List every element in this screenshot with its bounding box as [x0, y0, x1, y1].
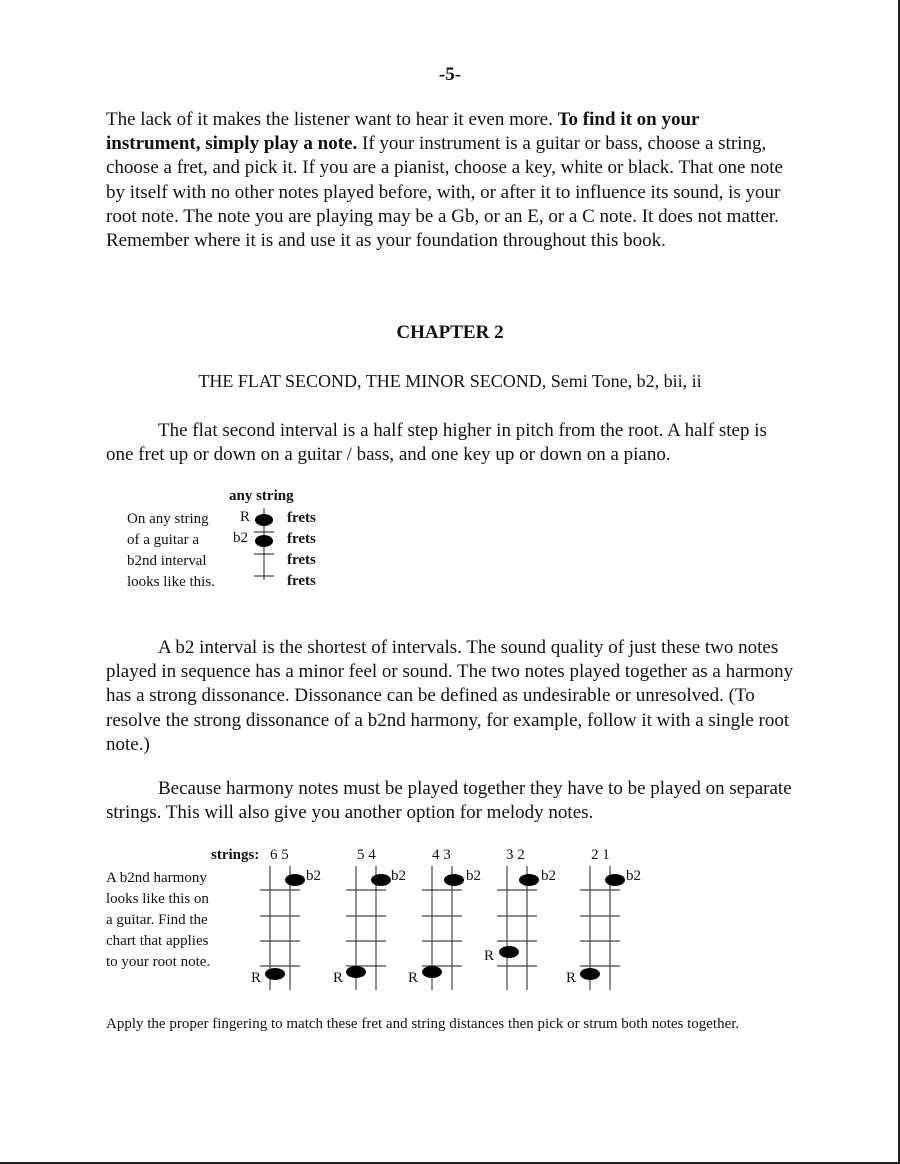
b2-dot: [605, 874, 625, 886]
harmony-paragraph: [106, 777, 796, 825]
intro-paragraph: [106, 108, 796, 253]
root-dot: [265, 968, 285, 980]
fretboard-chart-6-5: [258, 866, 308, 990]
b2-interval-text: A b2 interval is the shortest of intervals. The sound quality of just these two notes played in sequence has a minor feel or sound. The two notes played together as a harmony has a strong dissonance. Dissonance can be defined as undesirable or unresolved. (To resolve the strong dissonance of a b2nd harmony, for example, follow it with a single root note.): [106, 637, 794, 755]
caption-line: to your root note.: [106, 954, 211, 970]
page-number: -5-: [438, 64, 462, 85]
chart-strings-label: 6 5: [270, 847, 289, 863]
caption-line: looks like this on: [106, 891, 209, 907]
caption-line: looks like this.: [127, 574, 215, 590]
root-dot: [422, 966, 442, 978]
b2-label: b2: [306, 868, 321, 884]
root-label: R: [408, 970, 419, 986]
b2-dot: [255, 535, 273, 547]
root-label: R: [484, 948, 495, 964]
frets-label: frets: [287, 531, 316, 547]
fingering-note: Apply the proper fingering to match these fret and string distances then pick or strum both notes together.: [106, 1016, 740, 1032]
any-string-label: any string: [229, 488, 294, 504]
b2-dot: [285, 874, 305, 886]
b2-dot: [444, 874, 464, 886]
b2-label: b2: [626, 868, 641, 884]
fretboard-chart-5-4: [344, 866, 394, 990]
chart-strings-label: 5 4: [357, 847, 376, 863]
caption-line: b2nd interval: [127, 553, 207, 569]
intro-bold-text: To find it on your instrument, simply play a note.: [106, 109, 700, 155]
caption-line: of a guitar a: [127, 532, 200, 548]
harmony-caption: [106, 868, 210, 973]
fretboard-chart-3-2: [495, 866, 545, 990]
fretboard-chart-2-1: [578, 866, 628, 990]
section-subheading: THE FLAT SECOND, THE MINOR SECOND, Semi Tone, b2, bii, ii: [198, 371, 702, 391]
caption-line: a guitar. Find the: [106, 912, 208, 928]
intro-text-a: The lack of it makes the listener want to hear it even more.: [106, 109, 553, 130]
strings-label: strings:: [211, 847, 260, 863]
b2-dot: [371, 874, 391, 886]
harmony-text: Because harmony notes must be played together they have to be played on separate strings. This will also give you another option for melody notes.: [106, 778, 792, 824]
chart-strings-label: 3 2: [506, 847, 525, 863]
caption-line: On any string: [127, 511, 209, 527]
frets-label: frets: [287, 510, 316, 526]
flat-second-text: The flat second interval is a half step higher in pitch from the root. A half step is one fret up or down on a guitar / bass, and one key up or down on a piano.: [106, 420, 767, 466]
b2-label: b2: [541, 868, 556, 884]
root-dot: [580, 968, 600, 980]
frets-label: frets: [287, 573, 316, 589]
root-note-label: R: [240, 509, 251, 525]
root-dot: [499, 946, 519, 958]
b2-note-label: b2: [233, 530, 248, 546]
frets-label: frets: [287, 552, 316, 568]
root-dot: [346, 966, 366, 978]
intro-text-b: If your instrument is a guitar or bass, choose a string, choose a fret, and pick it. If you are a pianist, choose a key, white or black. That one note by itself with no other notes played before, with, or after it to influence its sound, is your root note. The note you are playing may be a Gb, or an E, or a C note. It does not matter. Remember where it is and use it as your foundation throughout this book.: [106, 133, 783, 252]
flat-second-paragraph: [106, 419, 796, 467]
fretboard-chart-4-3: [420, 866, 470, 990]
caption-line: A b2nd harmony: [106, 870, 207, 886]
b2-label: b2: [466, 868, 481, 884]
chart-strings-label: 2 1: [591, 847, 610, 863]
chapter-title: CHAPTER 2: [396, 322, 504, 343]
single-string-caption: [127, 509, 215, 593]
root-label: R: [251, 970, 262, 986]
b2-label: b2: [391, 868, 406, 884]
caption-line: chart that applies: [106, 933, 209, 949]
single-string-fretboard: [250, 508, 280, 588]
root-label: R: [333, 970, 344, 986]
b2-dot: [519, 874, 539, 886]
root-label: R: [566, 970, 577, 986]
root-dot: [255, 514, 273, 526]
chart-strings-label: 4 3: [432, 847, 451, 863]
b2-interval-paragraph: [106, 636, 796, 757]
